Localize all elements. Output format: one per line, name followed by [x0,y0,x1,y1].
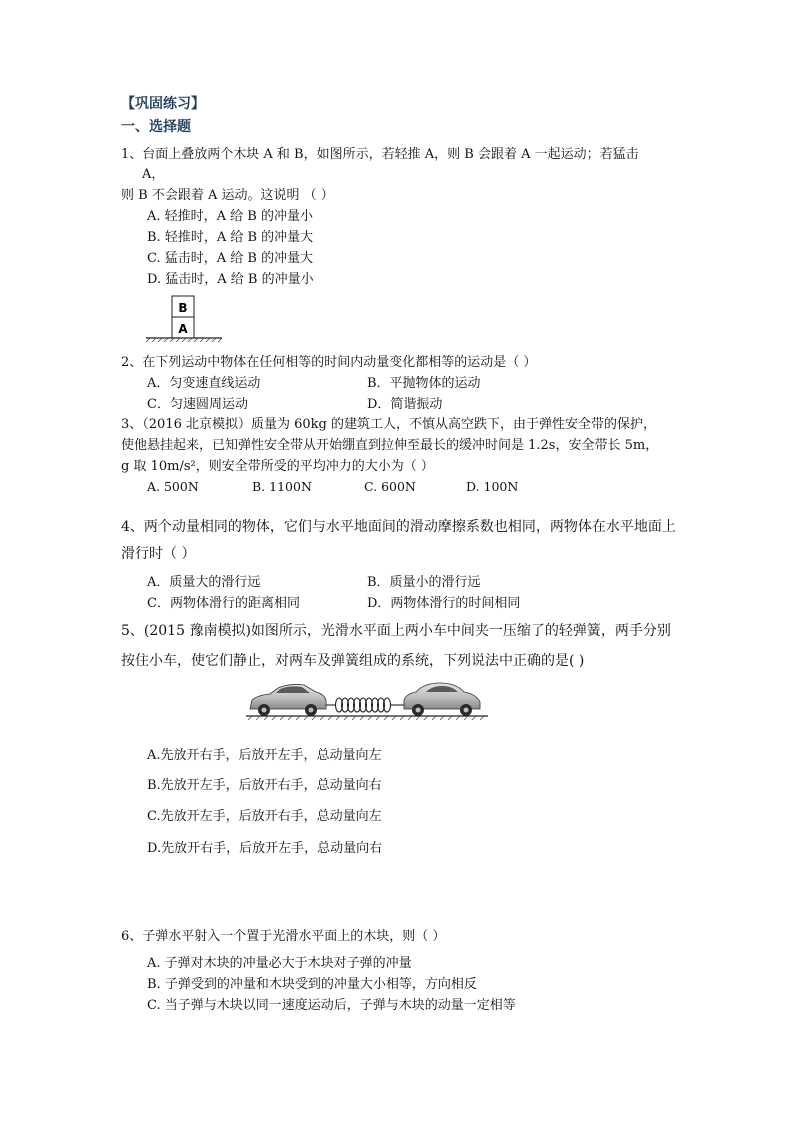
q1-blocks-figure [144,292,224,342]
q3-option-b: B. 1100N [252,479,312,494]
q3-line2: 使他悬挂起来，已知弹性安全带从开始绷直到拉伸至最长的缓冲时间是 1.2s，安全带长 5m， [121,438,659,453]
q1-option-d: D. 猛击时，A 给 B 的冲量小 [147,272,314,287]
q2-option-b: B．平抛物体的运动 [367,376,481,391]
q1-option-a: A. 轻推时，A 给 B 的冲量小 [147,209,313,224]
q2-option-d: D．简谐振动 [367,397,443,412]
q1-stem-line2: A， [142,167,165,182]
q4-line2: 滑行时（ ） [121,546,196,562]
q5-option-b: B.先放开左手，后放开右手，总动量向右 [147,778,382,793]
q5-option-c: C.先放开左手，后放开右手，总动量向左 [147,809,382,824]
q3-line3: g 取 10m/s²，则安全带所受的平均冲力的大小为（ ） [121,459,434,474]
subsection-header: 一、选择题 [121,119,191,135]
q6-option-b: B. 子弹受到的冲量和木块受到的冲量大小相等，方向相反 [147,977,477,992]
q5-line2: 按住小车，使它们静止，对两车及弹簧组成的系统，下列说法中正确的是( ) [121,653,585,669]
section-header: 【巩固练习】 [121,96,205,112]
q2-stem: 2、在下列运动中物体在任何相等的时间内动量变化都相等的运动是（ ） [121,355,537,370]
block-a-label: A [178,322,188,336]
q4-option-d: D．两物体滑行的时间相同 [367,596,521,611]
q1-option-b: B. 轻推时，A 给 B 的冲量大 [147,230,314,245]
q3-option-c: C. 600N [364,479,416,494]
q4-option-c: C．两物体滑行的距离相同 [147,596,300,611]
q1-stem-line1: 1、台面上叠放两个木块 A 和 B，如图所示，若轻推 A，则 B 会跟着 A 一起运动；若猛击 [121,147,639,162]
q5-line1: 5、(2015 豫南模拟)如图所示，光滑水平面上两小车中间夹一压缩了的轻弹簧，两手分别 [121,623,671,639]
q6-option-a: A. 子弹对木块的冲量必大于木块对子弹的冲量 [147,956,412,971]
q6-stem: 6、子弹水平射入一个置于光滑水平面上的木块，则（ ） [121,929,446,944]
q4-option-b: B．质量小的滑行远 [367,575,481,590]
left-car [250,684,326,716]
q3-option-d: D. 100N [466,479,519,494]
q4-line1: 4、两个动量相同的物体，它们与水平地面间的滑动摩擦系数也相同，两物体在水平地面上 [121,519,676,535]
q1-stem-line3: 则 B 不会跟着 A 运动。这说明 （ ） [121,188,334,203]
q1-option-c: C. 猛击时，A 给 B 的冲量大 [147,251,314,266]
surface-hatching [146,338,222,342]
q4-option-a: A．质量大的滑行远 [147,575,261,590]
q5-cars-spring-figure [244,680,490,720]
q6-option-c: C. 当子弹与木块以同一速度运动后，子弹与木块的动量一定相等 [147,998,516,1013]
block-b-label: B [178,301,188,315]
q3-line1: 3、（2016 北京模拟）质量为 60kg 的建筑工人，不慎从高空跌下，由于弹性安全带的保护， [121,417,656,432]
compressed-spring [326,698,404,712]
q5-option-a: A.先放开右手，后放开左手，总动量向左 [147,748,382,763]
q2-option-c: C．匀速圆周运动 [147,397,248,412]
q2-option-a: A．匀变速直线运动 [147,376,261,391]
q3-option-a: A. 500N [147,479,199,494]
right-car [404,683,480,716]
q5-option-d: D.先放开右手，后放开左手，总动量向右 [147,841,383,856]
